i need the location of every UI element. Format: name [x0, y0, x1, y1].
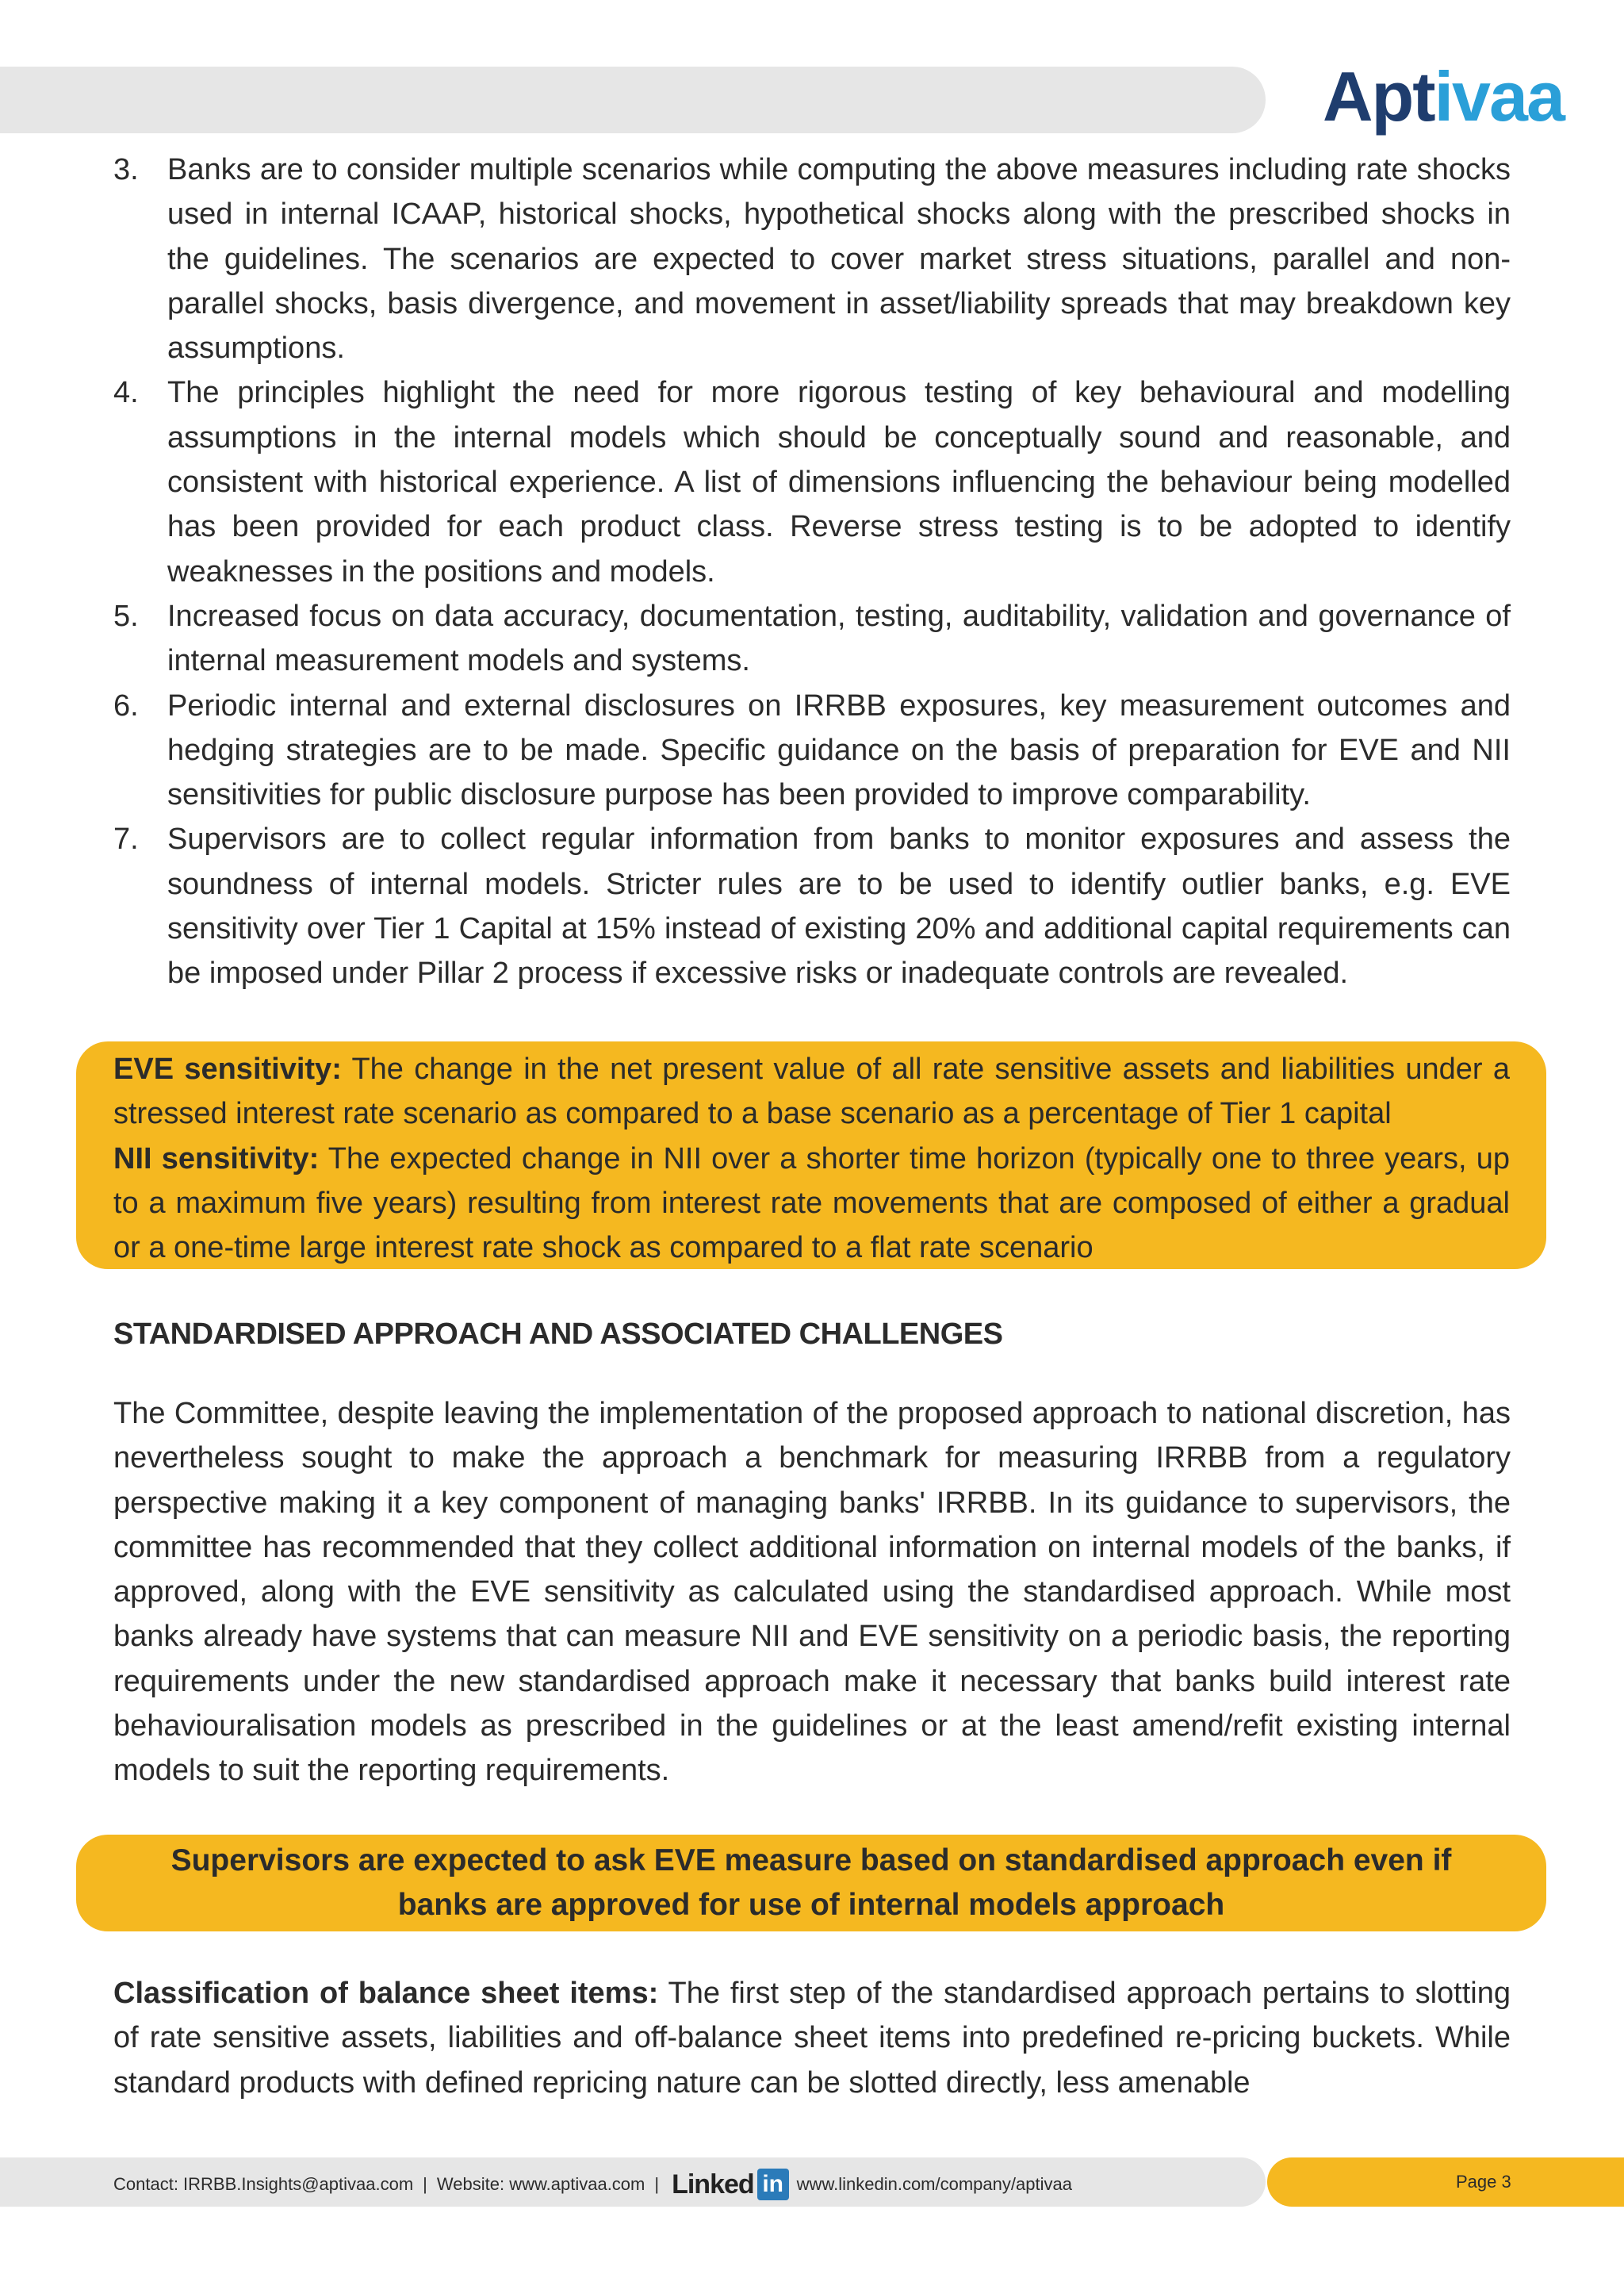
- eve-label: EVE sensitivity:: [113, 1053, 342, 1086]
- contact-email[interactable]: Contact: IRRBB.Insights@aptivaa.com: [113, 2174, 414, 2194]
- list-item: Banks are to consider multiple scenarios while computing the above measures including rate shocks used in internal ICAAP, historical shocks, hypothetical shocks along with the prescribed shocks in the guidelines. The scenarios are expected to cover market stress situations, parallel and non-parallel shocks, basis divergence, and movement in asset/liability spreads that may breakdown key assumptions.: [167, 153, 1511, 366]
- page-tag: [1267, 2157, 1624, 2207]
- eve-definition: [113, 1047, 1510, 1137]
- supervisors-callout: Supervisors are expected to ask EVE measure based on standardised approach even if banks are approved for use of internal models approach: [76, 1835, 1546, 1931]
- linkedin-word: Linked: [672, 2169, 754, 2200]
- eve-text: The change in the net present value of all rate sensitive assets and liabilities under a stressed interest rate scenario as compared to a base scenario as a percentage of Tier 1 capital: [113, 1053, 1510, 1131]
- linkedin-in-badge: in: [757, 2169, 789, 2200]
- linkedin-url[interactable]: www.linkedin.com/company/aptivaa: [796, 2174, 1072, 2194]
- list-item: The principles highlight the need for more rigorous testing of key behavioural and modelling assumptions in the internal models which should be conceptually sound and reasonable, and consistent with historical experience. A list of dimensions influencing the behaviour being modelled has been provided for each product class. Reverse stress testing is to be adopted to identify weaknesses in the positions and models.: [167, 376, 1511, 589]
- header-bar: [0, 67, 1266, 133]
- aptivaa-logo: [1323, 49, 1564, 144]
- numbered-points: [113, 148, 1511, 996]
- footer-contact: [113, 2169, 1072, 2200]
- list-item: Supervisors are to collect regular information from banks to monitor exposures and assess the soundness of internal models. Stricter rules are to be used to identify outlier banks, e.g. EVE sensitivity over Tier 1 Capital at 15% instead of existing 20% and additional capital requirements can be imposed under Pillar 2 process if excessive risks or inadequate controls are revealed.: [167, 823, 1511, 991]
- page-number: Page 3: [1456, 2172, 1511, 2192]
- classification-text: The first step of the standardised approach pertains to slotting of rate sensitive assets, liabilities and off-balance sheet items into predefined re-pricing buckets. While standard products with defined repricing nature can be slotted directly, less amenable: [113, 1977, 1511, 2100]
- committee-paragraph: The Committee, despite leaving the implementation of the proposed approach to national discretion, has nevertheless sought to make the approach a benchmark for measuring IRRBB from a regulatory perspective making it a key component of managing banks' IRRBB. In its guidance to supervisors, the committee has recommended that they collect additional information on internal models of the banks, if approved, along with the EVE sensitivity as calculated using the standardised approach. While most banks already have systems that can measure NII and EVE sensitivity on a periodic basis, the reporting requirements under the new standardised approach make it necessary that banks build interest rate behaviouralisation models as prescribed in the guidelines or at the least amend/refit existing internal models to suit the reporting requirements.: [113, 1397, 1511, 1788]
- list-item: Periodic internal and external disclosures on IRRBB exposures, key measurement outcomes and hedging strategies are to be made. Specific guidance on the basis of preparation for EVE and NII sensitivities for public disclosure purpose has been provided to improve comparability.: [167, 688, 1511, 812]
- definitions-callout: [76, 1041, 1546, 1269]
- logo-text-light: ivaa: [1434, 57, 1564, 136]
- footer-separator: |: [423, 2174, 427, 2194]
- footer-separator: |: [654, 2174, 660, 2194]
- section-title: STANDARDISED APPROACH AND ASSOCIATED CHALLENGES: [113, 1317, 1003, 1351]
- linkedin-icon[interactable]: [672, 2169, 789, 2200]
- nii-text: The expected change in NII over a shorter time horizon (typically one to three years, up to a maximum five years) resulting from interest rate movements that are composed of either a gradual or a one-time large interest rate shock as compared to a flat rate scenario: [113, 1141, 1510, 1265]
- points-list: [113, 148, 1511, 996]
- website-link[interactable]: Website: www.aptivaa.com: [436, 2174, 645, 2194]
- classification-paragraph: [113, 1971, 1511, 2105]
- logo-text-dark: Apt: [1323, 57, 1434, 136]
- nii-label: NII sensitivity:: [113, 1141, 320, 1176]
- list-item: Increased focus on data accuracy, documentation, testing, auditability, validation and governance of internal measurement models and systems.: [167, 599, 1511, 678]
- nii-definition: [113, 1137, 1510, 1271]
- classification-label: Classification of balance sheet items:: [113, 1977, 659, 2010]
